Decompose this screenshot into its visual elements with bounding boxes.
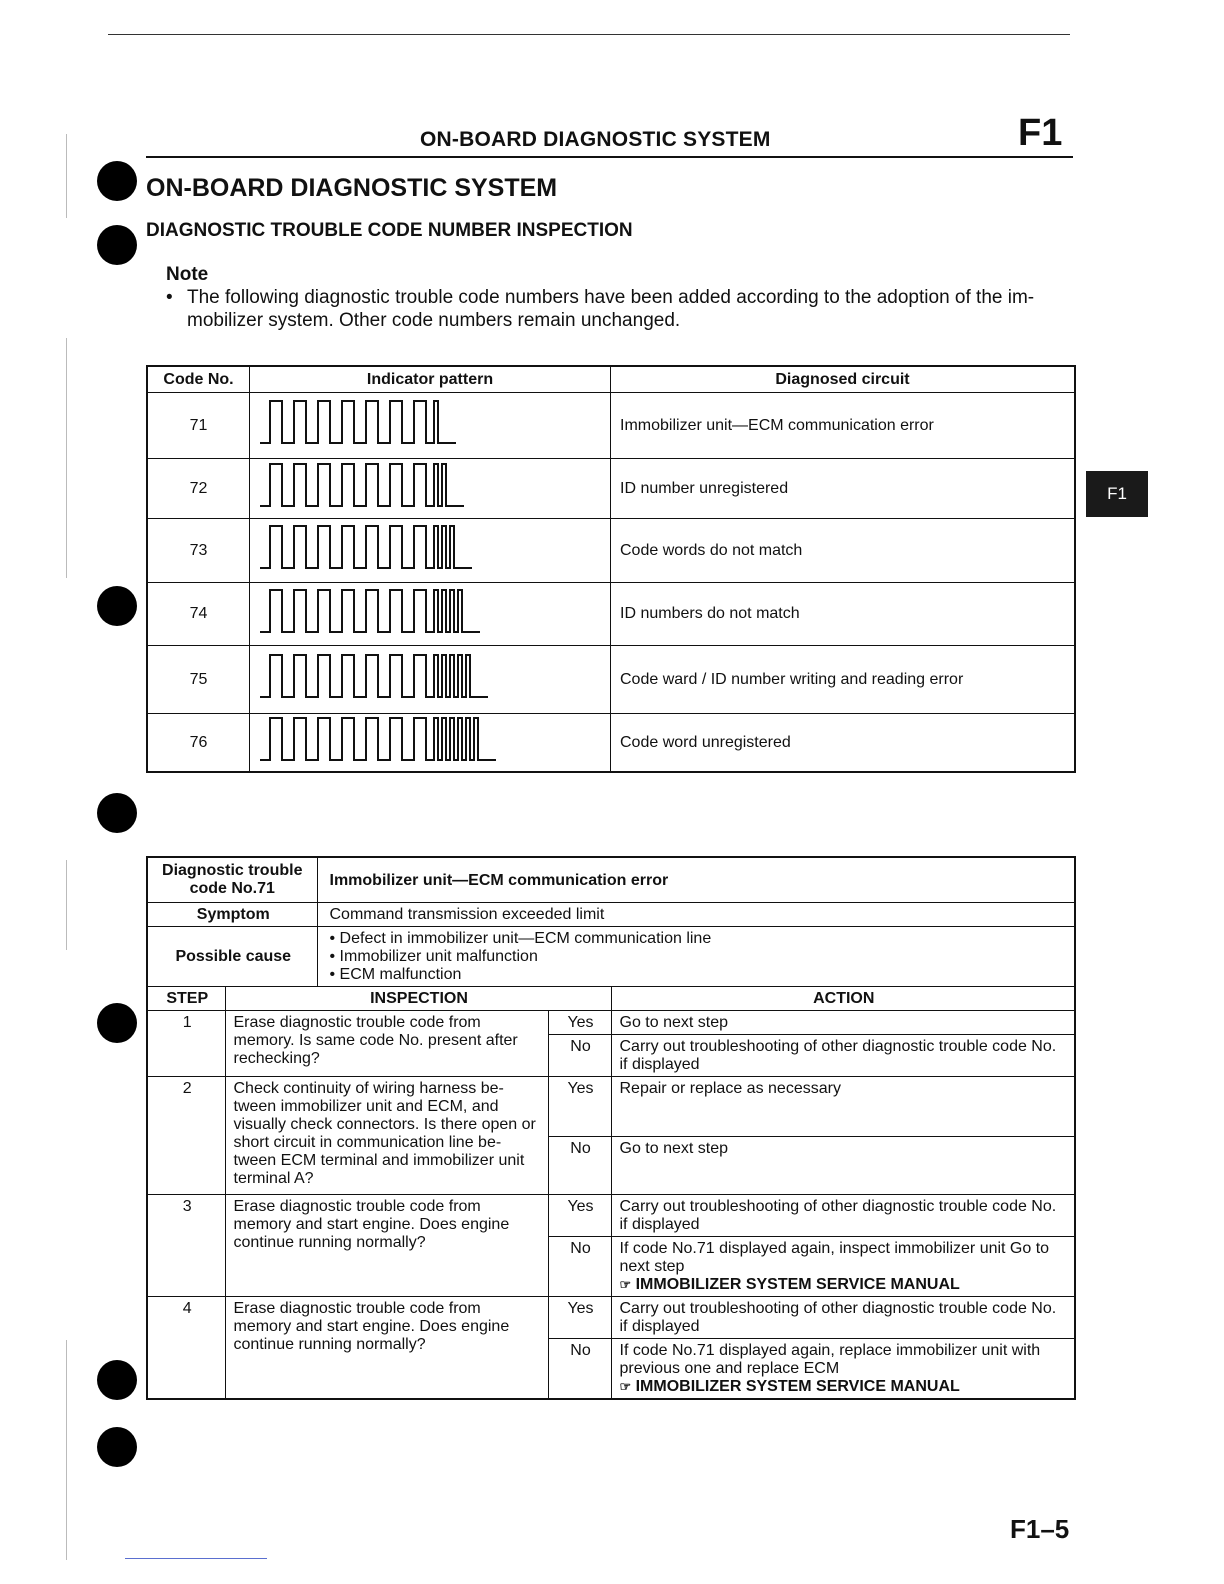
code-table [146, 365, 1076, 773]
header-code-no: Code No. [147, 366, 250, 393]
top-rule [108, 34, 1070, 35]
punch-hole-icon [97, 586, 137, 626]
step-number: 1 [147, 1011, 225, 1077]
running-header-title: ON-BOARD DIAGNOSTIC SYSTEM [420, 128, 771, 151]
symptom-text: Command transmission exceeded limit [317, 903, 1075, 927]
code-no: 72 [147, 459, 250, 519]
no-label: No [548, 1339, 611, 1400]
punch-hole-icon [97, 793, 137, 833]
diagnosed-circuit: Immobilizer unit—ECM communication error [611, 393, 1076, 459]
no-action: If code No.71 displayed again, replace immobilizer unit with previous one and replace ECM [619, 1342, 1041, 1377]
table-row [147, 1195, 1075, 1237]
symptom-label: Symptom [147, 903, 317, 927]
hand-pointing-icon: ☞ [619, 1277, 632, 1292]
service-manual-reference [620, 1276, 1069, 1294]
note-label: Note [166, 264, 209, 285]
step-inspection: Erase diagnostic trouble code from memory and start engine. Does engine continue running normally? [225, 1195, 548, 1297]
table-row [147, 519, 1075, 583]
no-action: Go to next step [611, 1137, 1075, 1195]
indicator-pattern [250, 459, 611, 519]
step-header-row [147, 987, 1075, 1011]
bullet-dot-icon: • [166, 287, 173, 308]
code-table-header [147, 366, 1075, 393]
header-inspection: INSPECTION [225, 987, 611, 1011]
diagnosed-circuit: Code word unregistered [611, 714, 1076, 773]
yes-action: Go to next step [611, 1011, 1075, 1035]
margin-line [66, 338, 67, 578]
pulse-line [260, 526, 472, 568]
step-inspection: Erase diagnostic trouble code from memory. Is same code No. present after rechecking? [225, 1011, 548, 1077]
possible-cause-row [147, 927, 1075, 987]
pulse-waveform [258, 397, 588, 449]
diagnosed-circuit: Code words do not match [611, 519, 1076, 583]
no-action: Carry out troubleshooting of other diagnostic trouble code No. if displayed [611, 1035, 1075, 1077]
yes-action: Repair or replace as necessary [611, 1077, 1075, 1137]
table-row [147, 1297, 1075, 1339]
diagnosed-circuit: ID numbers do not match [611, 583, 1076, 646]
running-header-section-code: F1 [1018, 112, 1063, 154]
dtc-code-label: Diagnostic trouble code No.71 [147, 857, 317, 903]
footer-link-line [125, 1558, 267, 1559]
dtc-code-row [147, 857, 1075, 903]
possible-cause-list [317, 927, 1075, 987]
header-step: STEP [147, 987, 225, 1011]
pulse-line [260, 655, 488, 697]
step-number: 3 [147, 1195, 225, 1297]
pulse-waveform [258, 651, 588, 703]
yes-label: Yes [548, 1297, 611, 1339]
section-side-tab[interactable]: F1 [1086, 471, 1148, 517]
yes-label: Yes [548, 1011, 611, 1035]
reference-text: IMMOBILIZER SYSTEM SERVICE MANUAL [635, 1378, 960, 1395]
step-inspection: Check continuity of wiring harness be-tween immobilizer unit and ECM, and visually check connectors. Is there open or short circuit in communication line be-tween ECM terminal and immobilizer unit terminal A? [225, 1077, 548, 1195]
margin-line [66, 1340, 67, 1560]
punch-hole-icon [97, 1360, 137, 1400]
list-item: • ECM malfunction [329, 966, 462, 983]
margin-line [66, 134, 67, 218]
table-row [147, 714, 1075, 773]
pulse-line [260, 401, 456, 443]
yes-action: Carry out troubleshooting of other diagnostic trouble code No. if displayed [611, 1297, 1075, 1339]
no-label: No [548, 1237, 611, 1297]
reference-text: IMMOBILIZER SYSTEM SERVICE MANUAL [635, 1276, 960, 1293]
cause-text: ECM malfunction [339, 966, 462, 983]
code-no: 71 [147, 393, 250, 459]
yes-label: Yes [548, 1195, 611, 1237]
pulse-waveform [258, 522, 588, 574]
symptom-row [147, 903, 1075, 927]
note-bullet [166, 286, 1076, 332]
indicator-pattern [250, 583, 611, 646]
dtc-code-title: Immobilizer unit—ECM communication error [317, 857, 1075, 903]
table-row [147, 583, 1075, 646]
cause-text: Immobilizer unit malfunction [339, 948, 538, 965]
page-number: F1–5 [1010, 1514, 1070, 1544]
no-action: If code No.71 displayed again, inspect immobilizer unit Go to next step [619, 1240, 1050, 1275]
cause-text: Defect in immobilizer unit—ECM communication line [339, 930, 712, 947]
table-row [147, 646, 1075, 714]
punch-hole-icon [97, 1427, 137, 1467]
no-label: No [548, 1137, 611, 1195]
table-row [147, 1011, 1075, 1035]
indicator-pattern [250, 646, 611, 714]
header-rule [146, 156, 1073, 158]
code-no: 76 [147, 714, 250, 773]
indicator-pattern [250, 393, 611, 459]
yes-label: Yes [548, 1077, 611, 1137]
pulse-line [260, 590, 480, 632]
pulse-line [260, 718, 496, 760]
no-action-cell [611, 1339, 1075, 1400]
header-indicator-pattern: Indicator pattern [250, 366, 611, 393]
possible-cause-label: Possible cause [147, 927, 317, 987]
pulse-waveform [258, 586, 588, 638]
service-manual-reference [620, 1378, 1069, 1396]
code-no: 74 [147, 583, 250, 646]
punch-hole-icon [97, 1003, 137, 1043]
section-heading: ON-BOARD DIAGNOSTIC SYSTEM [146, 174, 558, 202]
header-action: ACTION [611, 987, 1075, 1011]
table-row [147, 393, 1075, 459]
pulse-waveform [258, 714, 588, 766]
margin-line [66, 860, 67, 950]
header-diagnosed-circuit: Diagnosed circuit [611, 366, 1076, 393]
indicator-pattern [250, 714, 611, 773]
punch-hole-icon [97, 225, 137, 265]
pulse-waveform [258, 460, 588, 512]
diagnosed-circuit: ID number unregistered [611, 459, 1076, 519]
step-number: 4 [147, 1297, 225, 1400]
code-no: 75 [147, 646, 250, 714]
list-item: • Defect in immobilizer unit—ECM communication line [329, 930, 712, 947]
table-row [147, 459, 1075, 519]
note-text: The following diagnostic trouble code numbers have been added according to the adoption of the im-mobilizer system. Other code numbers remain unchanged. [187, 287, 1035, 331]
dtc-inspection-table [146, 856, 1076, 1400]
step-inspection: Erase diagnostic trouble code from memory and start engine. Does engine continue running normally? [225, 1297, 548, 1400]
pulse-line [260, 464, 464, 506]
table-row [147, 1077, 1075, 1137]
diagnosed-circuit: Code ward / ID number writing and reading error [611, 646, 1076, 714]
code-no: 73 [147, 519, 250, 583]
step-number: 2 [147, 1077, 225, 1195]
subsection-heading: DIAGNOSTIC TROUBLE CODE NUMBER INSPECTION [146, 220, 633, 241]
indicator-pattern [250, 519, 611, 583]
hand-pointing-icon: ☞ [619, 1379, 632, 1394]
no-action-cell [611, 1237, 1075, 1297]
list-item: • Immobilizer unit malfunction [329, 948, 538, 965]
no-label: No [548, 1035, 611, 1077]
punch-hole-icon [97, 161, 137, 201]
yes-action: Carry out troubleshooting of other diagnostic trouble code No. if displayed [611, 1195, 1075, 1237]
